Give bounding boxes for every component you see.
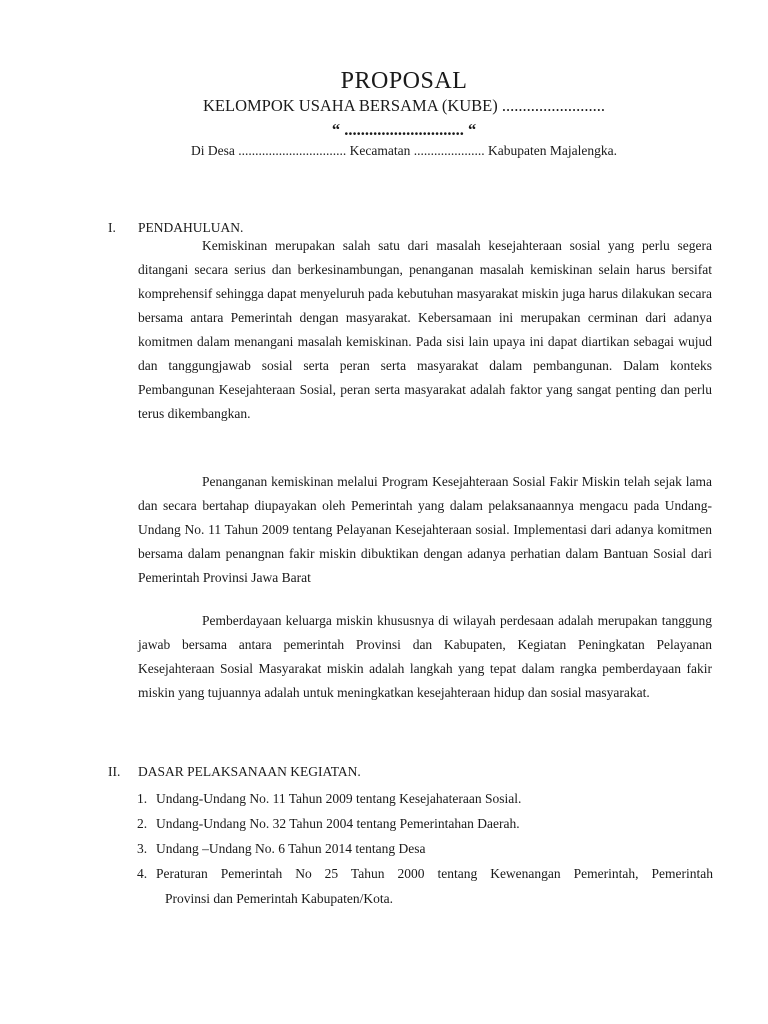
list-number: 1. xyxy=(137,791,148,806)
section-number: I. xyxy=(108,220,116,235)
list-text: Undang-Undang No. 32 Tahun 2004 tentang Pemerintahan Daerah. xyxy=(156,816,520,831)
paragraph-1: Kemiskinan merupakan salah satu dari masalah kesejahteraan sosial yang perlu segera ditangani secara serius dan berkesinambungan, penanganan masalah kemiskinan selain harus bersifat komprehensif sehingga dapat menyeluruh pada kebutuhan masyarakat miskin juga harus dilakukan secara bersama antara Pemerintah dengan masyarakat. Kebersamaan ini merupakan cerminan dari adanya komitmen dalam menangani masalah kemiskinan. Pada sisi lain upaya ini dapat diartikan sebagai wujud dan tanggungjawab sosial serta peran serta masyarakat dalam pembangunan. Dalam konteks Pembangunan Kesejahteraan Sosial, peran serta masyarakat adalah faktor yang sangat penting dan perlu terus dikembangkan. xyxy=(138,238,712,421)
section-number: II. xyxy=(108,764,121,779)
list-number: 2. xyxy=(137,816,148,831)
section-title: DASAR PELAKSANAAN KEGIATAN. xyxy=(138,764,361,779)
list-text: Peraturan Pemerintah No 25 Tahun 2000 tentang Kewenangan Pemerintah, Pemerintah xyxy=(156,866,713,881)
list-number: 4. xyxy=(137,866,148,881)
list-text: Undang –Undang No. 6 Tahun 2014 tentang Desa xyxy=(156,841,426,856)
document-subtitle: KELOMPOK USAHA BERSAMA (KUBE) ......................... xyxy=(203,96,605,115)
group-name-placeholder: “ ............................. “ xyxy=(331,120,477,139)
paragraph-2: Penanganan kemiskinan melalui Program Kesejahteraan Sosial Fakir Miskin telah sejak lama dan secara bertahap diupayakan oleh Pemerintah yang dalam pelaksanaannya mengacu pada Undang-Undang No. 11 Tahun 2009 tentang Pelayanan Kesejahteraan sosial. Implementasi dari adanya komitmen bersama dalam penangnan fakir miskin dibuktikan dengan adanya perhatian dalam Bantuan Sosial dari Pemerintah Provinsi Jawa Barat xyxy=(138,474,712,585)
location-line: Di Desa ................................ Kecamatan ..................... Kabupaten Majalengka. xyxy=(191,143,617,158)
paragraph-3: Pemberdayaan keluarga miskin khususnya di wilayah perdesaan adalah merupakan tanggung jawab bersama antara pemerintah Provinsi dan Kabupaten, Kegiatan Peningkatan Pelayanan Kesejahteraan Sosial Masyarakat miskin adalah langkah yang tepat dalam rangka pemberdayaan fakir miskin yang tujuannya adalah untuk meningkatkan kesejahteraan hidup dan sosial masyarakat. xyxy=(138,613,712,700)
list-item xyxy=(137,861,713,911)
list-item xyxy=(137,786,713,811)
list-text: Undang-Undang No. 11 Tahun 2009 tentang Kesejahateraan Sosial. xyxy=(156,791,522,806)
list-number: 3. xyxy=(137,841,148,856)
legal-basis-list xyxy=(137,786,713,911)
document-title: PROPOSAL xyxy=(340,68,468,94)
list-text-continuation: Provinsi dan Pemerintah Kabupaten/Kota. xyxy=(165,891,393,906)
section-title: PENDAHULUAN. xyxy=(138,220,244,235)
list-item xyxy=(137,811,713,836)
list-item xyxy=(137,836,713,861)
